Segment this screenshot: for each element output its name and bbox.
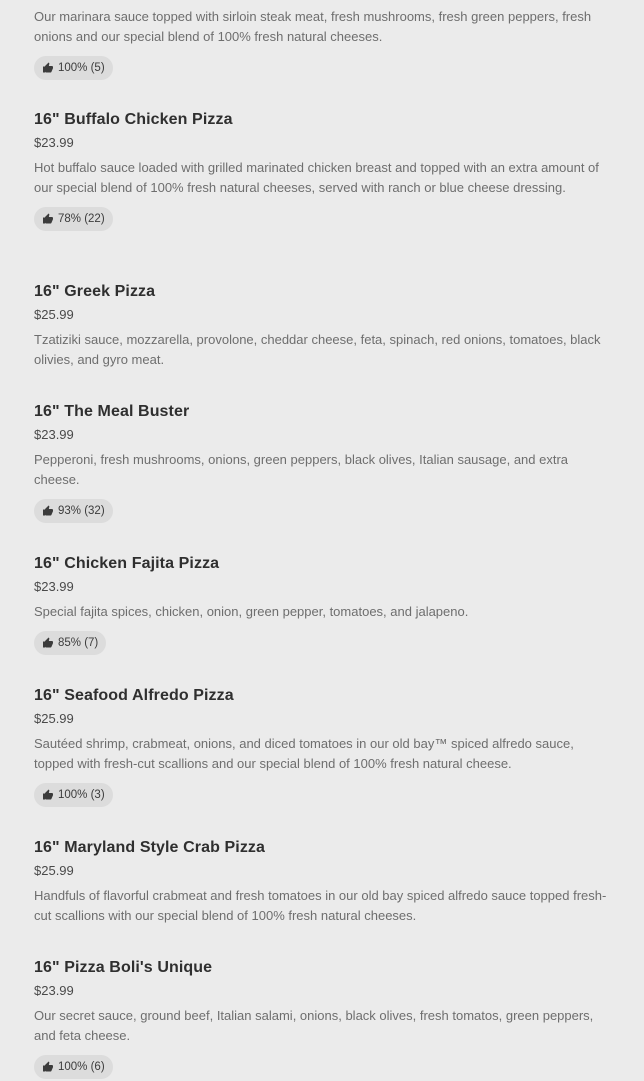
item-description: Special fajita spices, chicken, onion, green pepper, tomatoes, and jalapeno. xyxy=(34,604,469,619)
thumbs-up-icon xyxy=(42,213,54,225)
item-description: Hot buffalo sauce loaded with grilled marinated chicken breast and topped with an extra amount of our special blend of 100% fresh natural cheeses, served with ranch or blue cheese dressing. xyxy=(34,160,599,195)
item-price: $25.99 xyxy=(34,307,74,322)
thumbs-up-icon xyxy=(42,62,54,74)
rating-badge xyxy=(34,631,106,655)
rating-badge xyxy=(34,499,113,523)
item-description: Our marinara sauce topped with sirloin steak meat, fresh mushrooms, fresh green peppers, fresh onions and our special blend of 100% fresh natural cheeses. xyxy=(34,9,592,44)
rating-text: 85% (7) xyxy=(58,637,99,649)
rating-text: 100% (5) xyxy=(58,62,105,74)
menu-item[interactable] xyxy=(34,957,624,1079)
item-description: Tzatiziki sauce, mozzarella, provolone, cheddar cheese, feta, spinach, red onions, tomatoes, black olivies, and gyro meat. xyxy=(34,332,601,367)
rating-text: 100% (3) xyxy=(58,789,105,801)
menu-item[interactable] xyxy=(34,7,624,80)
item-price: $25.99 xyxy=(34,711,74,726)
item-price: $25.99 xyxy=(34,863,74,878)
thumbs-up-icon xyxy=(42,789,54,801)
rating-badge xyxy=(34,207,113,231)
item-price: $23.99 xyxy=(34,579,74,594)
item-name: 16" Greek Pizza xyxy=(34,283,156,300)
menu-item[interactable] xyxy=(34,837,624,926)
item-description: Pepperoni, fresh mushrooms, onions, green peppers, black olives, Italian sausage, and extra cheese. xyxy=(34,452,569,487)
menu-item[interactable] xyxy=(34,553,624,655)
menu-item[interactable] xyxy=(34,281,624,370)
item-description: Sautéed shrimp, crabmeat, onions, and diced tomatoes in our old bay™ spiced alfredo sauce, topped with fresh-cut scallions and our special blend of 100% fresh natural cheese. xyxy=(34,736,574,771)
rating-badge xyxy=(34,1055,113,1079)
menu-item[interactable] xyxy=(34,685,624,807)
rating-text: 100% (6) xyxy=(58,1061,105,1073)
item-name: 16" Buffalo Chicken Pizza xyxy=(34,111,233,128)
menu-item[interactable] xyxy=(34,401,624,523)
rating-badge xyxy=(34,56,113,80)
rating-text: 93% (32) xyxy=(58,505,105,517)
item-name: 16" The Meal Buster xyxy=(34,403,190,420)
item-description: Handfuls of flavorful crabmeat and fresh tomatoes in our old bay spiced alfredo sauce topped fresh-cut scallions with our special blend of 100% fresh natural cheeses. xyxy=(34,888,607,923)
thumbs-up-icon xyxy=(42,1061,54,1073)
item-price: $23.99 xyxy=(34,427,74,442)
item-name: 16" Chicken Fajita Pizza xyxy=(34,555,220,572)
item-price: $23.99 xyxy=(34,135,74,150)
rating-text: 78% (22) xyxy=(58,213,105,225)
menu-item[interactable] xyxy=(34,109,624,231)
item-price: $23.99 xyxy=(34,983,74,998)
thumbs-up-icon xyxy=(42,637,54,649)
item-name: 16" Maryland Style Crab Pizza xyxy=(34,839,266,856)
item-description: Our secret sauce, ground beef, Italian salami, onions, black olives, fresh tomatos, green peppers, and feta cheese. xyxy=(34,1008,594,1043)
item-name: 16" Seafood Alfredo Pizza xyxy=(34,687,234,704)
item-name: 16" Pizza Boli's Unique xyxy=(34,959,213,976)
rating-badge xyxy=(34,783,113,807)
thumbs-up-icon xyxy=(42,505,54,517)
